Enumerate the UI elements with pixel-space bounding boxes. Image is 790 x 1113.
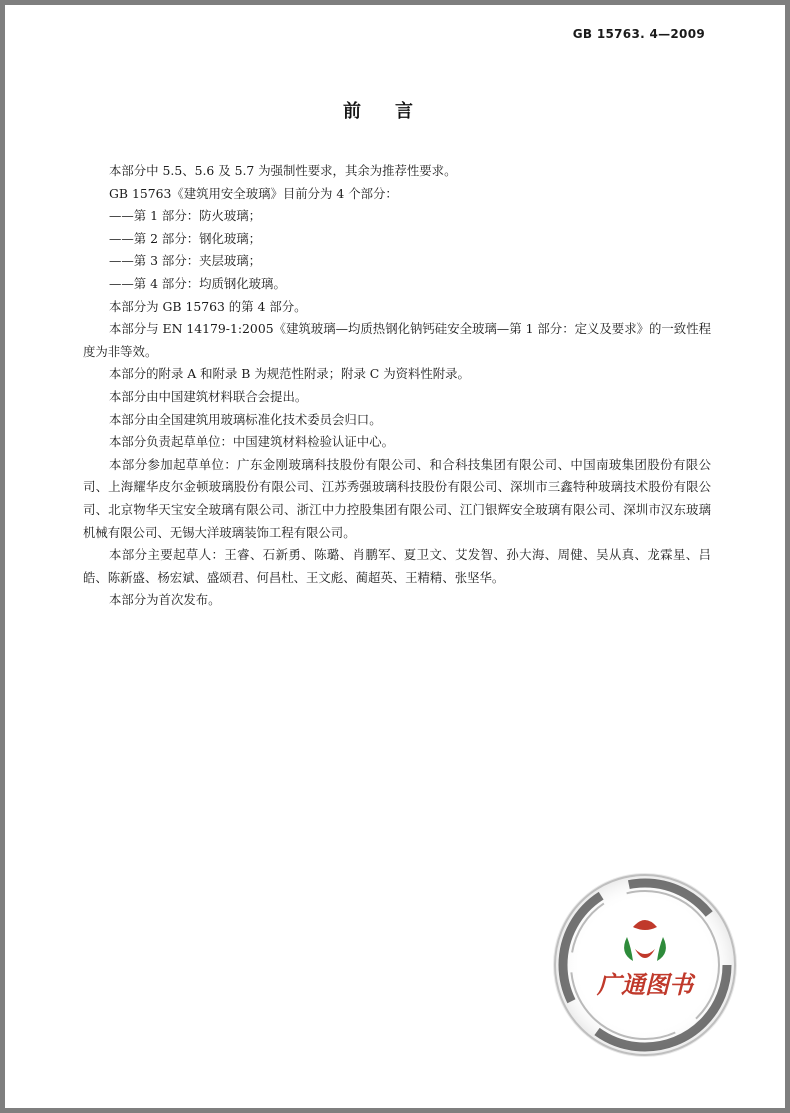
list-item-part-2: ——第 2 部分：钢化玻璃；	[109, 230, 262, 246]
publisher-seal-text: 广通图书	[597, 970, 693, 999]
paragraph-parts-intro: GB 15763《建筑用安全玻璃》目前分为 4 个部分：	[109, 185, 398, 201]
standard-number: GB 15763. 4—2009	[572, 27, 705, 41]
paragraph-proposed-by: 本部分由中国建筑材料联合会提出。	[109, 388, 308, 404]
publisher-seal-watermark	[545, 865, 745, 1065]
paragraph-consistency: 本部分与 EN 14179-1:2005《建筑玻璃—均质热钢化钠钙硅安全玻璃—第 1 部分：定义及要求》的一致性程度为非等效。	[83, 321, 711, 359]
paragraph-annexes: 本部分的附录 A 和附录 B 为规范性附录；附录 C 为资料性附录。	[109, 366, 470, 382]
list-item-part-4: ——第 4 部分：均质钢化玻璃。	[109, 275, 286, 291]
paragraph-mandatory-clauses: 本部分中 5.5、5.6 及 5.7 为强制性要求，其余为推荐性要求。	[109, 163, 457, 178]
list-item-part-1: ——第 1 部分：防火玻璃；	[109, 208, 262, 224]
paragraph-first-release: 本部分为首次发布。	[109, 592, 221, 608]
document-page	[5, 5, 785, 1108]
paragraph-participating-units: 本部分参加起草单位：广东金刚玻璃科技股份有限公司、和合科技集团有限公司、中国南玻集团股份有限公司、上海耀华皮尔金顿玻璃股份有限公司、江苏秀强玻璃科技股份有限公司、深圳市三鑫特种玻璃技术股份有限公司、北京物华天宝安全玻璃有限公司、浙江中力控股集团有限公司、江门银辉安全玻璃有限公司、深圳市汉东玻璃机械有限公司、无锡大洋玻璃装饰工程有限公司。	[83, 456, 711, 540]
paragraph-drafters: 本部分主要起草人：王睿、石新勇、陈璐、肖鹏军、夏卫文、艾发智、孙大海、周健、吴从真、龙霖星、吕皓、陈新盛、杨宏斌、盛颂君、何昌杜、王文彪、蔺超英、王精精、张坚华。	[83, 547, 711, 585]
page-title: 前言	[343, 101, 447, 122]
list-item-part-3: ——第 3 部分：夹层玻璃；	[109, 253, 262, 269]
foreword-body	[83, 160, 711, 612]
paragraph-centralized-by: 本部分由全国建筑用玻璃标准化技术委员会归口。	[109, 411, 382, 427]
paragraph-drafting-unit: 本部分负责起草单位：中国建筑材料检验认证中心。	[109, 434, 394, 450]
paragraph-this-part: 本部分为 GB 15763 的第 4 部分。	[109, 298, 307, 314]
